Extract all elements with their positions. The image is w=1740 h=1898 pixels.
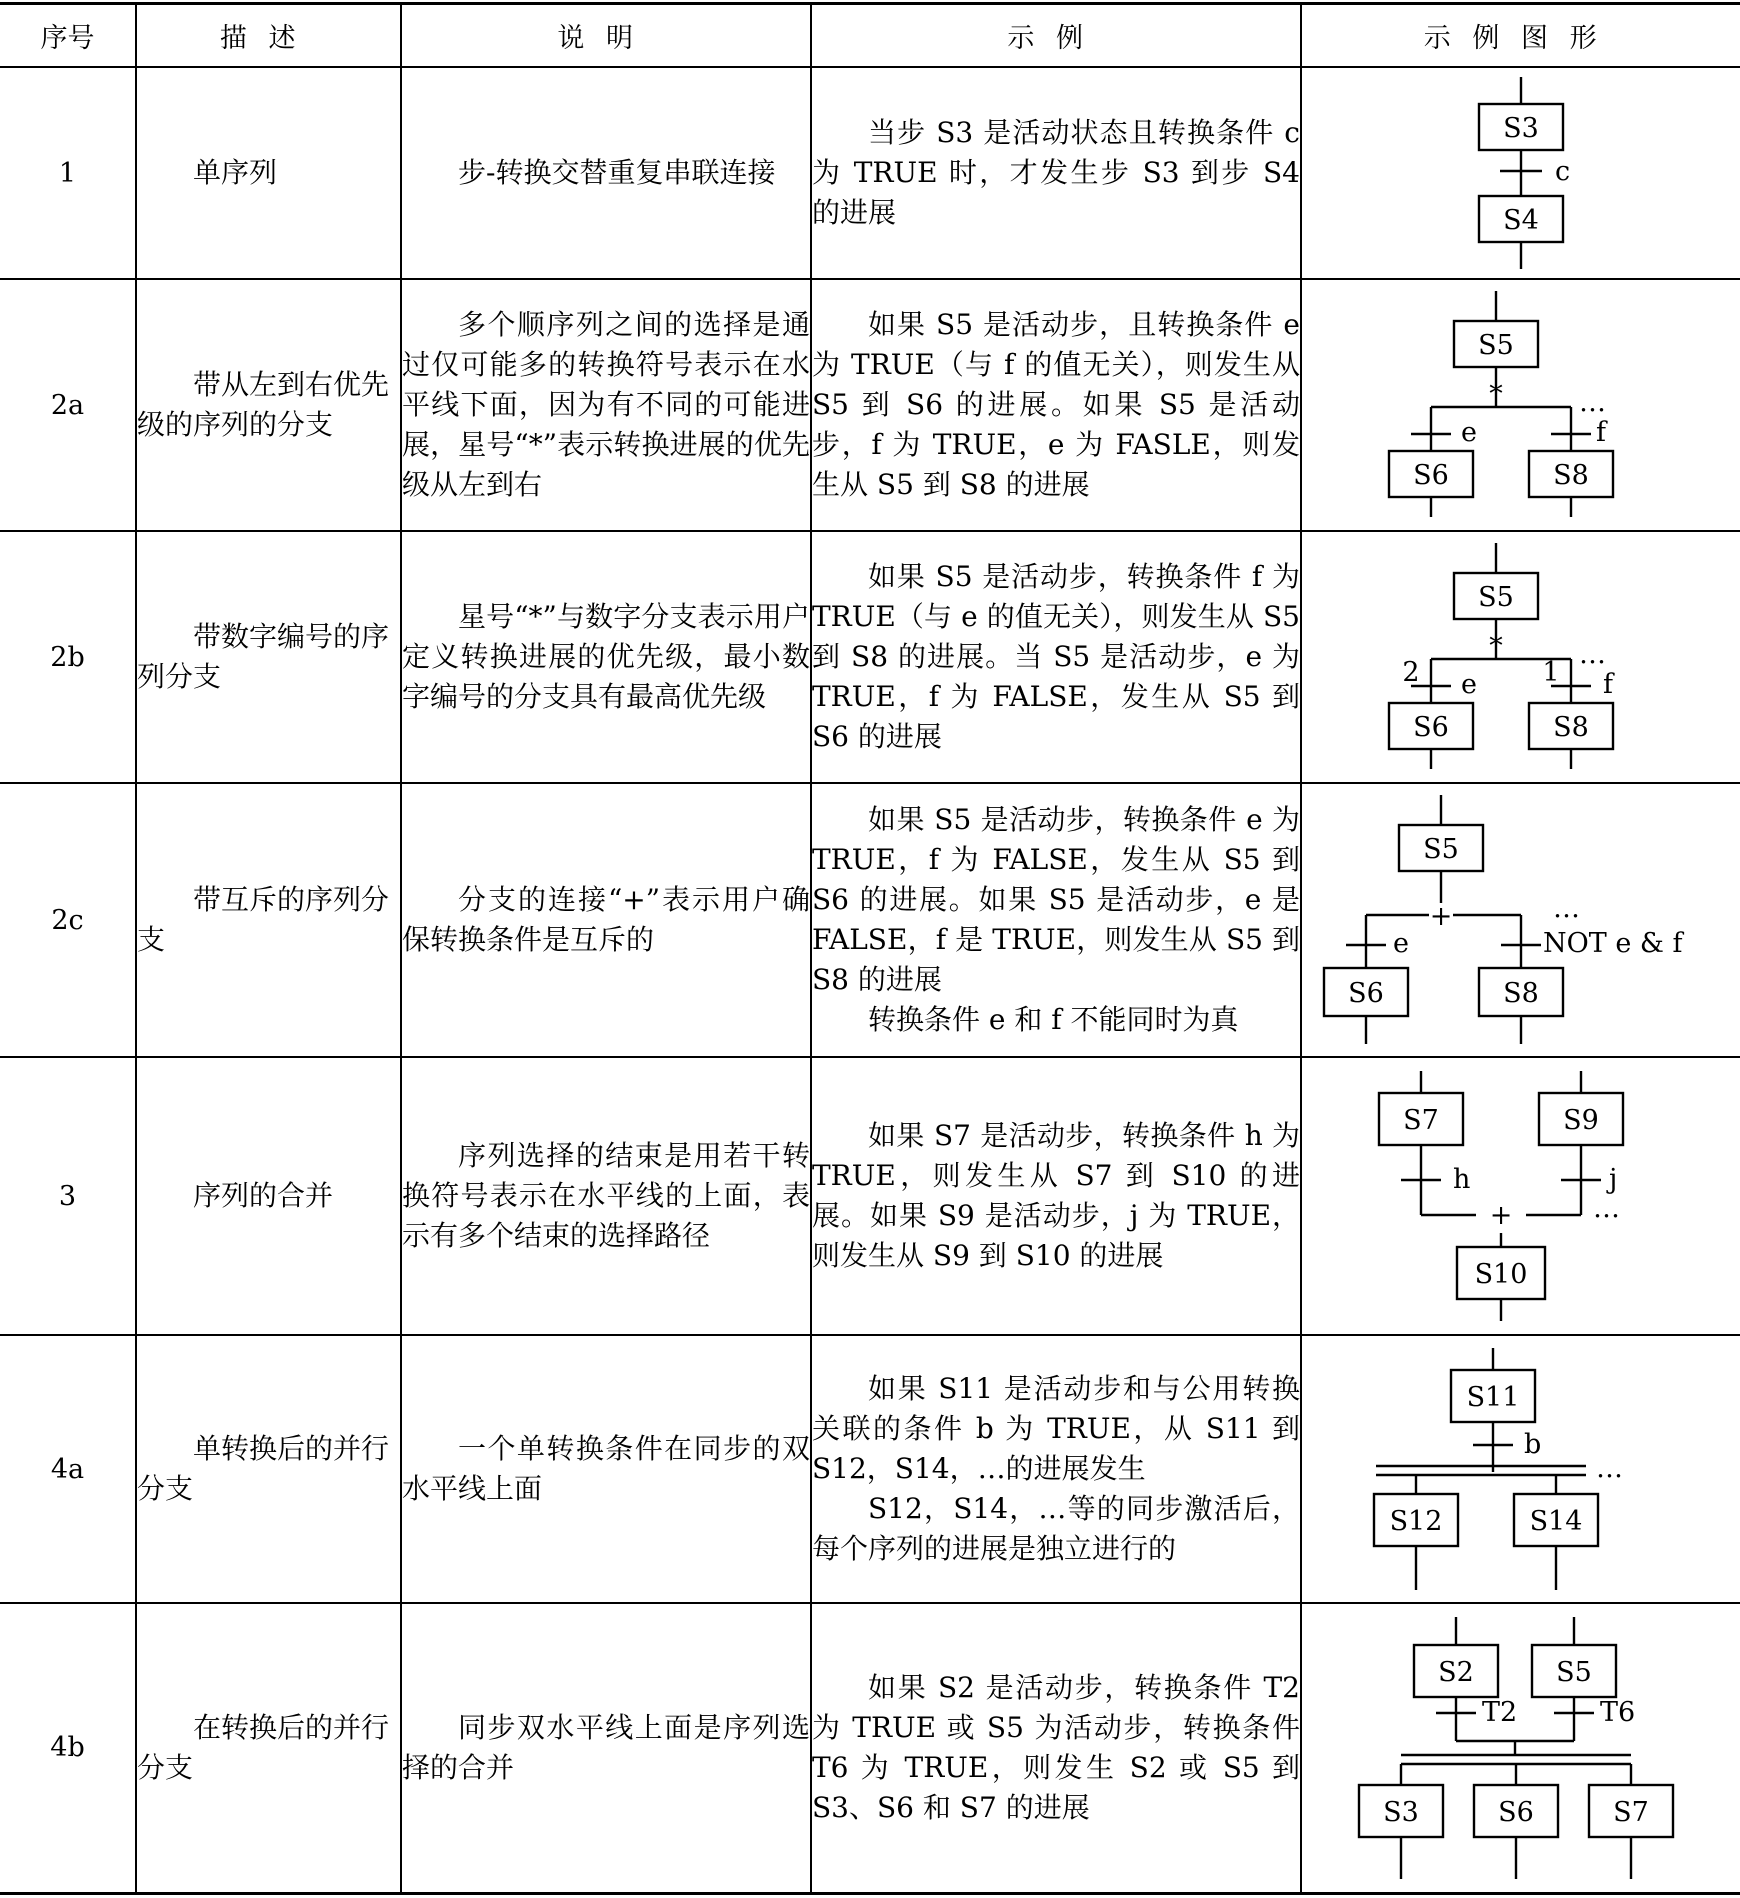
row-expl: 同步双水平线上面是序列选择的合并 xyxy=(401,1603,811,1893)
sfc-merge-then-parallel-diagram xyxy=(1356,1613,1686,1883)
row-example xyxy=(811,1057,1301,1335)
row-figure xyxy=(1301,279,1740,531)
transition-condition: e xyxy=(1393,927,1409,959)
step-label: S6 xyxy=(1348,977,1384,1009)
step-label: S6 xyxy=(1413,460,1449,491)
step-label: S2 xyxy=(1438,1656,1474,1688)
row-desc: 单序列 xyxy=(136,67,401,279)
step-label: S5 xyxy=(1478,330,1514,361)
row-desc: 在转换后的并行分支 xyxy=(136,1603,401,1893)
row-no: 4a xyxy=(0,1335,136,1603)
more-ellipsis: … xyxy=(1553,892,1580,924)
step-label: S4 xyxy=(1503,205,1539,236)
priority-number: 2 xyxy=(1402,657,1420,688)
sfc-sequence-table xyxy=(0,2,1740,1895)
row-figure xyxy=(1301,783,1740,1057)
transition-condition: e xyxy=(1461,417,1477,448)
priority-number: 1 xyxy=(1542,657,1560,688)
row-figure xyxy=(1301,1335,1740,1603)
row-no: 2a xyxy=(0,279,136,531)
step-label: S3 xyxy=(1503,113,1539,144)
transition-condition: NOT e & f xyxy=(1543,927,1683,959)
row-figure xyxy=(1301,1057,1740,1335)
table-row xyxy=(0,67,1740,279)
transition-condition: f xyxy=(1603,669,1613,700)
header-no: 序号 xyxy=(0,4,136,68)
step-label: S8 xyxy=(1553,712,1589,743)
transition-condition: f xyxy=(1596,417,1606,448)
priority-mark: * xyxy=(1489,631,1503,662)
row-desc: 带互斥的序列分支 xyxy=(136,783,401,1057)
step-label: S12 xyxy=(1389,1506,1443,1537)
sfc-exclusive-branch-diagram xyxy=(1321,793,1721,1048)
more-ellipsis: … xyxy=(1593,1193,1620,1224)
sfc-numbered-branch-diagram xyxy=(1371,541,1671,773)
row-desc: 带数字编号的序列分支 xyxy=(136,531,401,783)
header-example: 示例 xyxy=(811,4,1301,68)
step-label: S10 xyxy=(1474,1259,1528,1290)
transition-condition: T2 xyxy=(1482,1696,1518,1728)
sfc-priority-branch-diagram xyxy=(1371,289,1671,521)
step-label: S7 xyxy=(1403,1105,1439,1136)
step-label: S6 xyxy=(1498,1796,1534,1828)
row-no: 2b xyxy=(0,531,136,783)
example-text: 如果 S5 是活动步，转换条件 f 为 TRUE（与 e 的值无关），则发生从 S5 到 S8 的进展。当 S5 是活动步，e 为 TRUE，f 为 FALSE，发生从 S5 到 S6 的进展 xyxy=(812,560,1300,753)
table-row xyxy=(0,1335,1740,1603)
step-label: S6 xyxy=(1413,712,1449,743)
step-label: S7 xyxy=(1613,1796,1649,1828)
row-figure xyxy=(1301,67,1740,279)
example-text: 当步 S3 是活动状态且转换条件 c 为 TRUE 时，才发生步 S3 到步 S4 的进展 xyxy=(812,116,1300,229)
row-expl: 多个顺序列之间的选择是通过仅可能多的转换符号表示在水平线下面，因为有不同的可能进展，星号“*”表示转换进展的优先级从左到右 xyxy=(401,279,811,531)
row-example xyxy=(811,1603,1301,1893)
transition-condition: b xyxy=(1524,1429,1542,1460)
table-row xyxy=(0,783,1740,1057)
row-no: 1 xyxy=(0,67,136,279)
more-ellipsis: … xyxy=(1596,1453,1623,1484)
table-row xyxy=(0,1057,1740,1335)
row-expl: 步-转换交替重复串联连接 xyxy=(401,67,811,279)
row-desc: 序列的合并 xyxy=(136,1057,401,1335)
row-desc: 单转换后的并行分支 xyxy=(136,1335,401,1603)
example-text: 如果 S11 是活动步和与公用转换关联的条件 b 为 TRUE，从 S11 到 S12，S14，…的进展发生 xyxy=(812,1372,1300,1485)
row-example xyxy=(811,1335,1301,1603)
transition-condition: h xyxy=(1453,1164,1471,1195)
sfc-single-sequence-diagram xyxy=(1421,73,1621,273)
sfc-parallel-branch-diagram xyxy=(1376,1344,1666,1594)
row-expl: 星号“*”与数字分支表示用户定义转换进展的优先级，最小数字编号的分支具有最高优先级 xyxy=(401,531,811,783)
header-desc: 描述 xyxy=(136,4,401,68)
step-label: S14 xyxy=(1529,1506,1583,1537)
transition-condition: e xyxy=(1461,669,1477,700)
header-row xyxy=(0,4,1740,68)
step-label: S8 xyxy=(1503,977,1539,1009)
step-label: S11 xyxy=(1466,1382,1520,1413)
row-example xyxy=(811,783,1301,1057)
row-figure xyxy=(1301,531,1740,783)
row-expl: 一个单转换条件在同步的双水平线上面 xyxy=(401,1335,811,1603)
merge-mark: + xyxy=(1489,1200,1513,1231)
step-label: S8 xyxy=(1553,460,1589,491)
step-label: S5 xyxy=(1556,1656,1592,1688)
row-no: 3 xyxy=(0,1057,136,1335)
step-label: S3 xyxy=(1383,1796,1419,1828)
header-figure: 示例图形 xyxy=(1301,4,1740,68)
row-no: 4b xyxy=(0,1603,136,1893)
transition-condition: T6 xyxy=(1600,1696,1636,1728)
sfc-sequence-merge-diagram xyxy=(1371,1067,1671,1325)
example-text: 如果 S5 是活动步，转换条件 e 为 TRUE，f 为 FALSE，发生从 S5 到 S6 的进展。如果 S5 是活动步，e 是 FALSE，f 是 TRUE，则发生从 S5 到 S8 的进展 xyxy=(812,803,1300,996)
row-no: 2c xyxy=(0,783,136,1057)
priority-mark: * xyxy=(1489,379,1503,410)
row-example xyxy=(811,279,1301,531)
row-figure xyxy=(1301,1603,1740,1893)
table-row xyxy=(0,531,1740,783)
example-text: 如果 S7 是活动步，转换条件 h 为 TRUE，则发生从 S7 到 S10 的进展。如果 S9 是活动步，j 为 TRUE，则发生从 S9 到 S10 的进展 xyxy=(812,1119,1300,1272)
row-desc: 带从左到右优先级的序列的分支 xyxy=(136,279,401,531)
transition-condition: c xyxy=(1555,156,1571,187)
row-example xyxy=(811,67,1301,279)
more-ellipsis: … xyxy=(1579,387,1606,418)
header-expl: 说明 xyxy=(401,4,811,68)
row-example xyxy=(811,531,1301,783)
step-label: S5 xyxy=(1423,833,1459,865)
step-label: S5 xyxy=(1478,582,1514,613)
exclusive-mark: + xyxy=(1429,900,1453,932)
example-text: 如果 S5 是活动步，且转换条件 e 为 TRUE（与 f 的值无关），则发生从 S5 到 S6 的进展。如果 S5 是活动步，f 为 TRUE，e 为 FASLE，则发生从 S5 到 S8 的进展 xyxy=(812,308,1300,501)
transition-condition: j xyxy=(1609,1164,1618,1195)
example-text: 如果 S2 是活动步，转换条件 T2 为 TRUE 或 S5 为活动步，转换条件 T6 为 TRUE，则发生 S2 或 S5 到 S3、S6 和 S7 的进展 xyxy=(812,1670,1300,1824)
more-ellipsis: … xyxy=(1579,639,1606,670)
row-expl: 分支的连接“+”表示用户确保转换条件是互斥的 xyxy=(401,783,811,1057)
table-row xyxy=(0,279,1740,531)
table-row xyxy=(0,1603,1740,1893)
step-label: S9 xyxy=(1563,1105,1599,1136)
row-expl: 序列选择的结束是用若干转换符号表示在水平线的上面，表示有多个结束的选择路径 xyxy=(401,1057,811,1335)
example-note: S12，S14，…等的同步激活后，每个序列的进展是独立进行的 xyxy=(812,1492,1300,1565)
example-note: 转换条件 e 和 f 不能同时为真 xyxy=(868,1003,1239,1036)
